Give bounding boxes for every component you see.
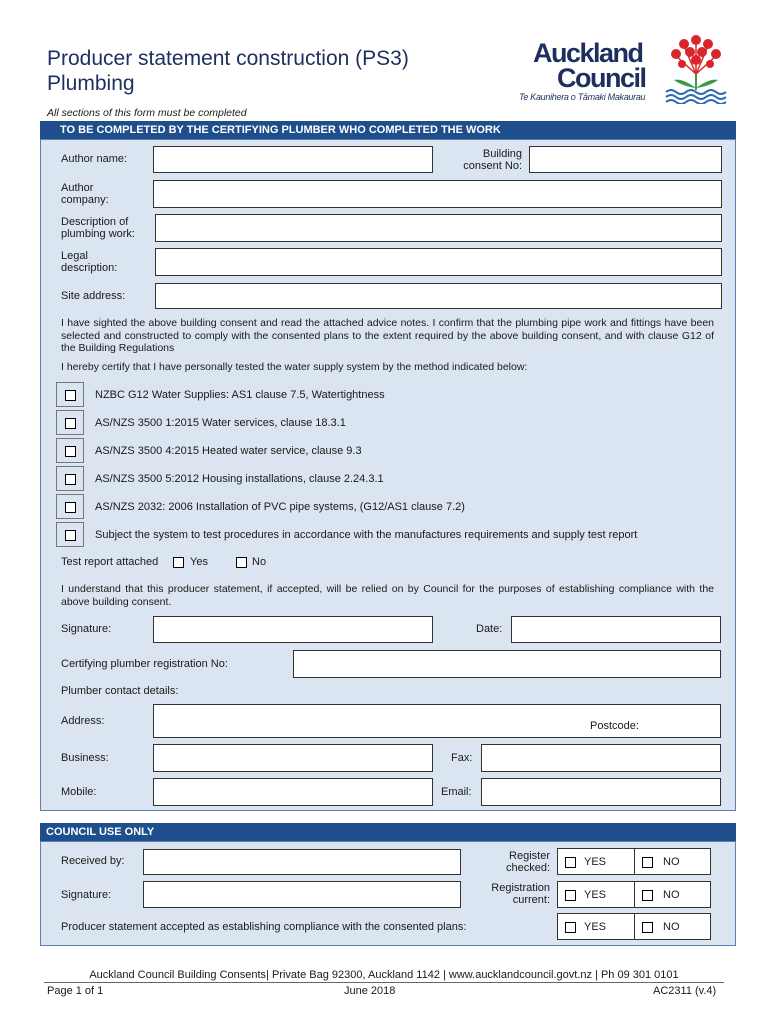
description-label: Description of plumbing work:	[61, 216, 135, 240]
test-report-label: Test report attached	[61, 556, 159, 568]
council-signature-input[interactable]	[143, 881, 461, 908]
date-input[interactable]	[511, 616, 721, 643]
registration-yes-label: YES	[584, 889, 607, 901]
fax-label: Fax:	[451, 752, 473, 764]
description-input[interactable]	[155, 214, 722, 242]
method-checkbox-1[interactable]	[65, 390, 76, 401]
accepted-label: Producer statement accepted as establishing compliance with the consented plans:	[61, 921, 467, 933]
accepted-yes-label: YES	[584, 921, 607, 933]
form-title-line2: Plumbing	[47, 72, 135, 95]
declaration-paragraph: I have sighted the above building consent and read the attached advice notes. I confirm that the plumbing pipe work and fittings have been selected and constructed to comply with the consented plans to the extent required by the above building consent, and with clause G12 of the Building Regulations	[61, 317, 714, 354]
email-input[interactable]	[481, 778, 721, 806]
accepted-no-checkbox[interactable]	[642, 922, 653, 933]
section1-heading: TO BE COMPLETED BY THE CERTIFYING PLUMBER WHO COMPLETED THE WORK	[40, 121, 736, 139]
completion-note: All sections of this form must be completed	[47, 107, 247, 119]
signature-label: Signature:	[61, 623, 112, 635]
registration-no-label: NO	[663, 889, 680, 901]
registration-no-checkbox[interactable]	[642, 890, 653, 901]
accepted-no-label: NO	[663, 921, 680, 933]
logo-tagline: Te Kaunihera o Tāmaki Makaurau	[519, 92, 646, 102]
signature-input[interactable]	[153, 616, 433, 643]
register-no-checkbox[interactable]	[642, 857, 653, 868]
date-label: Date:	[476, 623, 503, 635]
legal-description-input[interactable]	[155, 248, 722, 276]
method-checkbox-5[interactable]	[65, 502, 76, 513]
received-by-input[interactable]	[143, 849, 461, 875]
consent-no-input[interactable]	[529, 146, 722, 173]
author-company-label: Author company:	[61, 182, 109, 206]
logo-council: Council	[557, 63, 646, 93]
address-label: Address:	[61, 715, 105, 727]
footer-page: Page 1 of 1	[47, 985, 104, 997]
footer-date: June 2018	[344, 985, 396, 997]
site-address-label: Site address:	[61, 290, 126, 302]
method-label-5: AS/NZS 2032: 2006 Installation of PVC pipe systems, (G12/AS1 clause 7.2)	[95, 501, 465, 513]
section2-heading: COUNCIL USE ONLY	[40, 823, 736, 841]
certify-paragraph: I hereby certify that I have personally tested the water supply system by the method indicated below:	[61, 361, 528, 373]
method-label-1: NZBC G12 Water Supplies: AS1 clause 7.5, Watertightness	[95, 389, 385, 401]
contact-details-label: Plumber contact details:	[61, 685, 179, 697]
mobile-input[interactable]	[153, 778, 433, 806]
registration-current-options	[557, 881, 711, 908]
pohutukawa-logo-icon	[662, 30, 730, 104]
accepted-options	[557, 913, 711, 940]
method-label-2: AS/NZS 3500 1:2015 Water services, clause 18.3.1	[95, 417, 346, 429]
accepted-yes-checkbox[interactable]	[565, 922, 576, 933]
registration-current-label: Registration current:	[491, 882, 550, 906]
register-yes-label: YES	[584, 856, 607, 868]
registration-input[interactable]	[293, 650, 721, 678]
footer-divider	[44, 982, 724, 983]
registration-label: Certifying plumber registration No:	[61, 658, 228, 670]
author-name-input[interactable]	[153, 146, 433, 173]
test-report-yes-checkbox[interactable]	[173, 557, 184, 568]
method-label-6: Subject the system to test procedures in accordance with the manufactures requirements and supply test report	[95, 529, 638, 541]
received-by-label: Received by:	[61, 855, 125, 867]
author-company-input[interactable]	[153, 180, 722, 208]
register-yes-checkbox[interactable]	[565, 857, 576, 868]
method-checkbox-6[interactable]	[65, 530, 76, 541]
consent-no-label: Building consent No:	[463, 148, 522, 172]
form-title-line1: Producer statement construction (PS3)	[47, 47, 409, 70]
method-checkbox-4[interactable]	[65, 474, 76, 485]
fax-input[interactable]	[481, 744, 721, 772]
register-no-label: NO	[663, 856, 680, 868]
method-checkbox-3[interactable]	[65, 446, 76, 457]
method-checkbox-2[interactable]	[65, 418, 76, 429]
method-label-4: AS/NZS 3500 5:2012 Housing installations, clause 2.24.3.1	[95, 473, 384, 485]
author-name-label: Author name:	[61, 153, 128, 165]
test-report-yes-label: Yes	[190, 556, 208, 568]
postcode-label: Postcode:	[590, 720, 639, 732]
legal-description-label: Legal description:	[61, 250, 118, 274]
council-signature-label: Signature:	[61, 889, 112, 901]
reliance-paragraph: I understand that this producer statement, if accepted, will be relied on by Council for the purposes of establishing compliance with the above building consent.	[61, 583, 714, 608]
method-label-3: AS/NZS 3500 4:2015 Heated water service, clause 9.3	[95, 445, 362, 457]
test-report-no-label: No	[252, 556, 267, 568]
register-checked-options	[557, 848, 711, 875]
mobile-label: Mobile:	[61, 786, 97, 798]
test-report-no-checkbox[interactable]	[236, 557, 247, 568]
footer-code: AC2311 (v.4)	[653, 985, 717, 997]
registration-yes-checkbox[interactable]	[565, 890, 576, 901]
logo-auckland: Auckland	[533, 38, 643, 68]
site-address-input[interactable]	[155, 283, 722, 309]
register-checked-label: Register checked:	[505, 850, 550, 874]
footer-address: Auckland Council Building Consents| Private Bag 92300, Auckland 1142 | www.aucklandcouncil.govt.nz | Ph 09 301 0101	[89, 969, 679, 981]
business-label: Business:	[61, 752, 109, 764]
business-input[interactable]	[153, 744, 433, 772]
email-label: Email:	[441, 786, 472, 798]
